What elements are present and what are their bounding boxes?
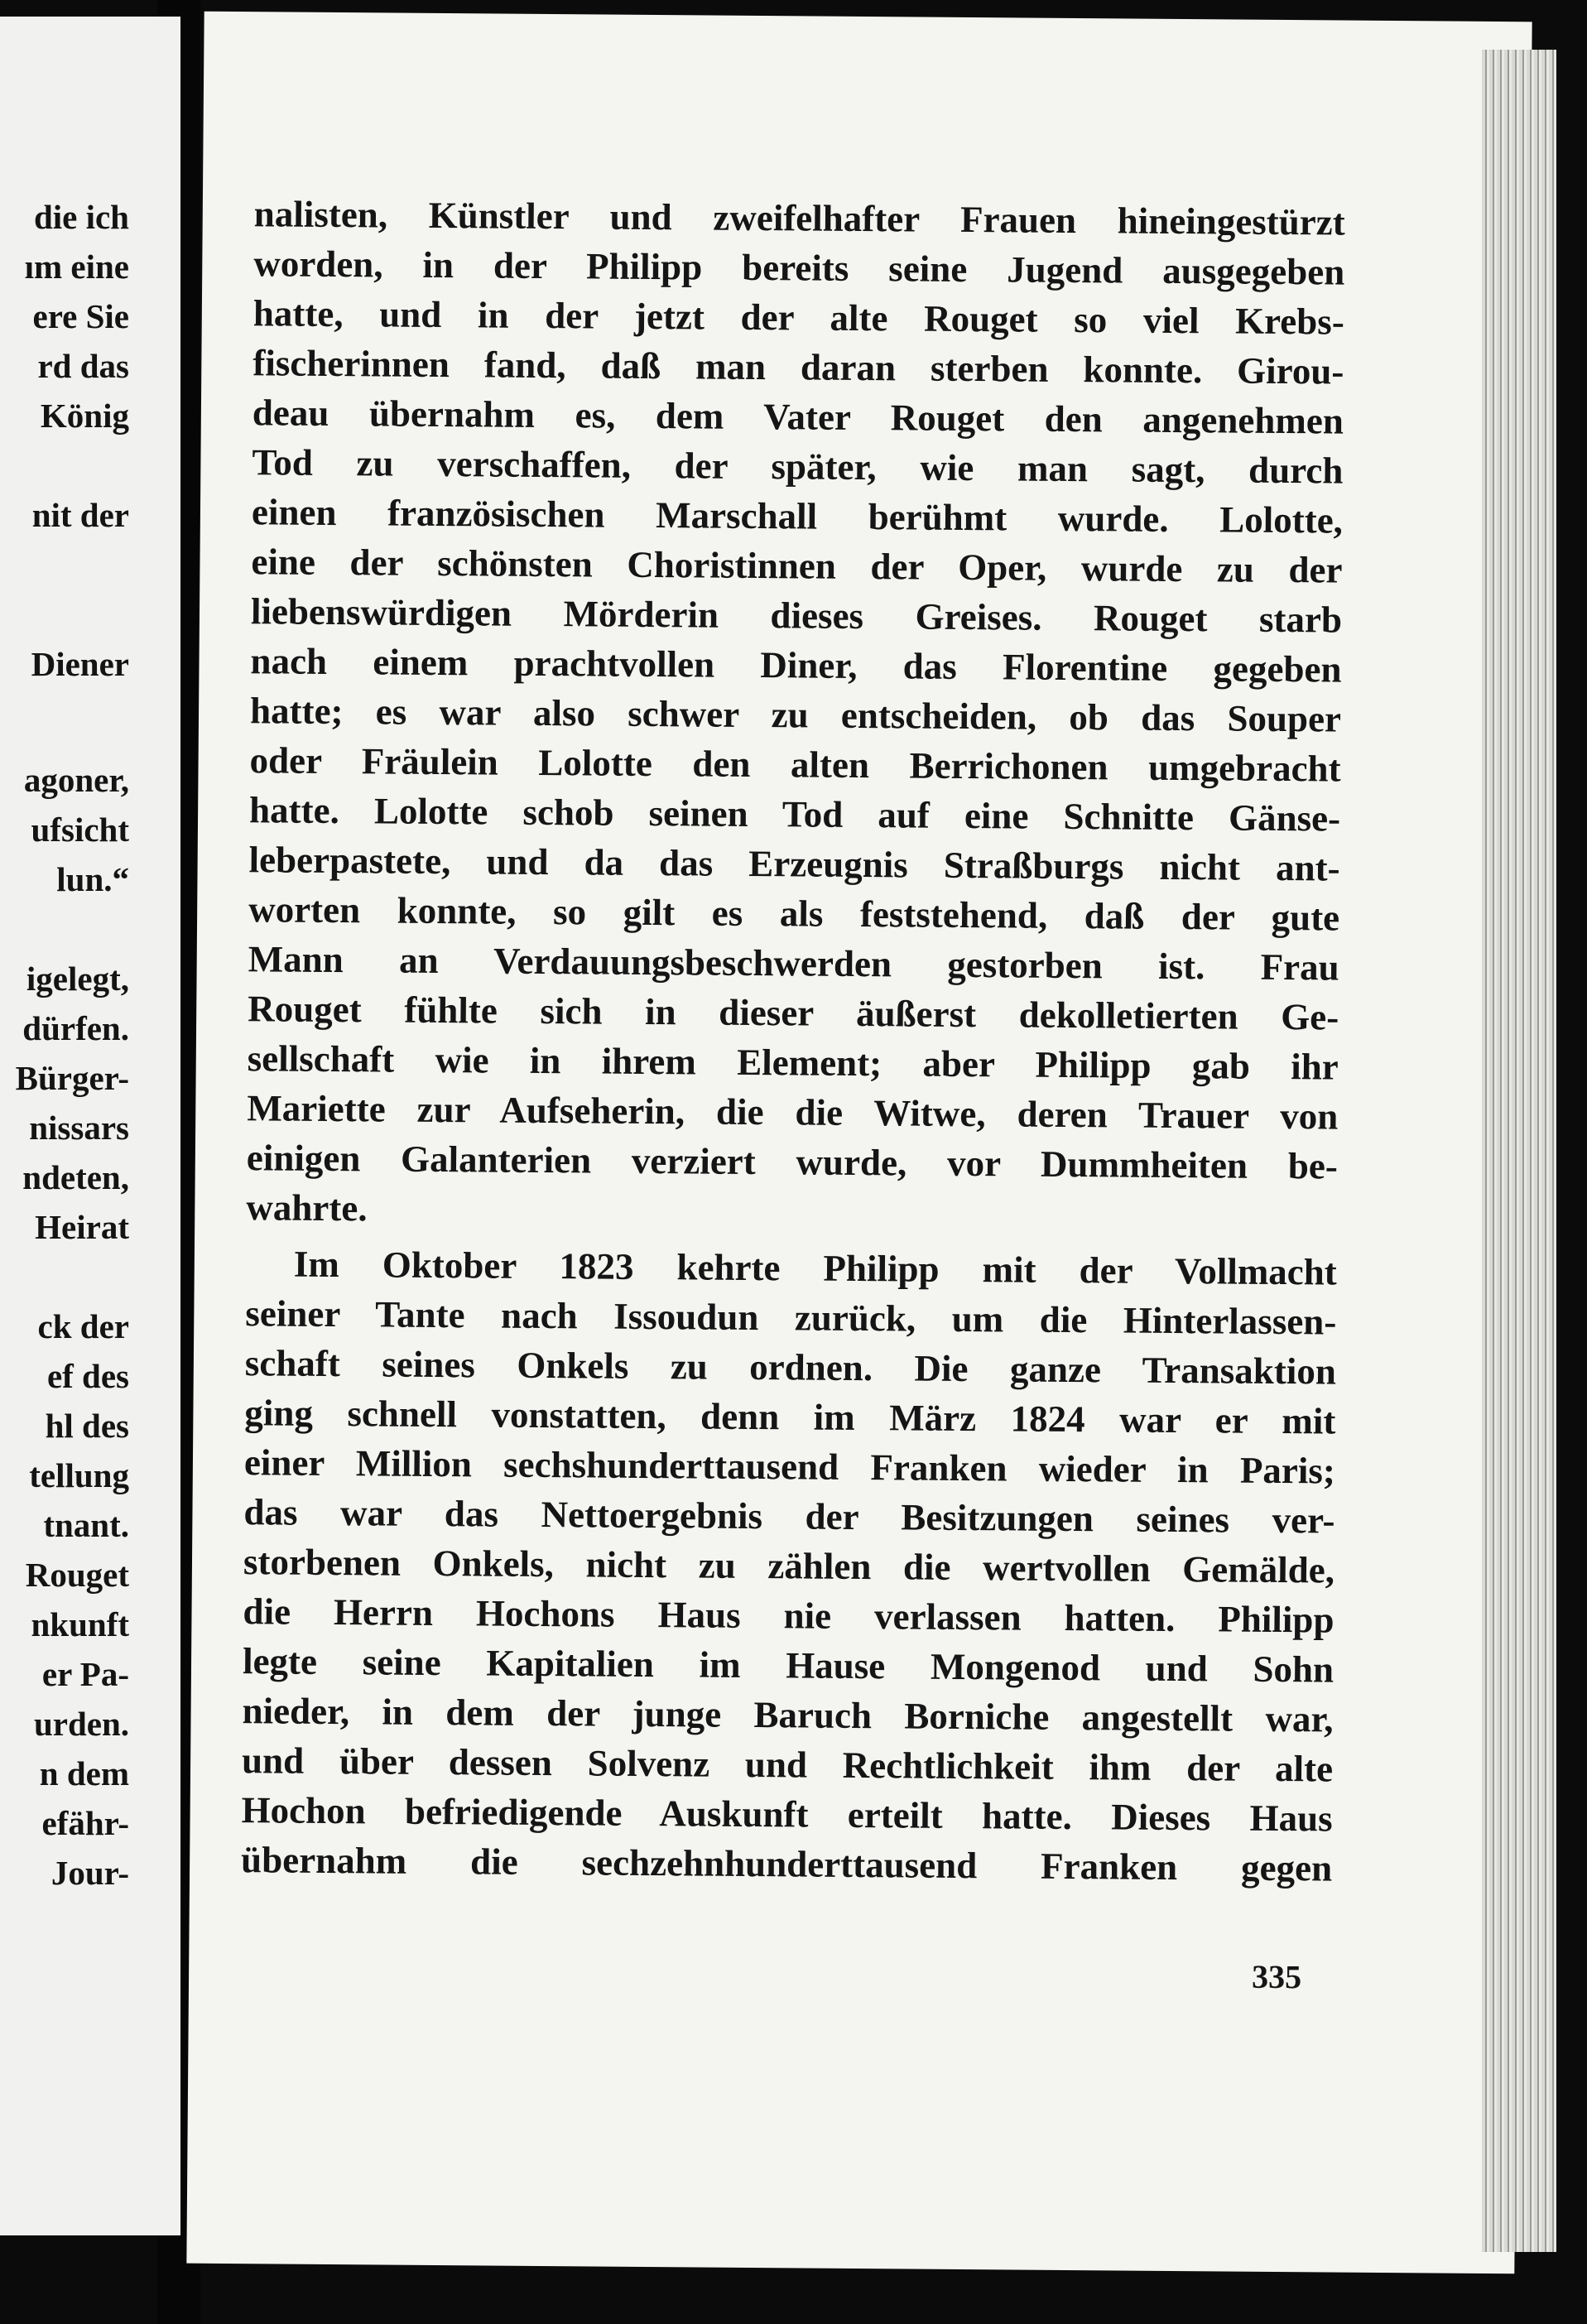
text-line: das war das Nettoergebnis der Besitzungen seines ver- [243,1491,1335,1542]
text-line: storbenen Onkels, nicht zu zählen die wertvollen Gemälde, [243,1541,1335,1591]
text-line: Hochon befriedigende Auskunft erteilt hatte. Dieses Haus [241,1789,1333,1840]
left-line: n dem [39,1754,129,1792]
text-line: einigen Galanterien verziert wurde, vor Dummheiten be- [246,1137,1338,1187]
text-line: Mariette zur Aufseherin, die die Witwe, deren Trauer von [247,1087,1339,1138]
text-line: Tod zu verschaffen, der später, wie man sagt, durch [252,441,1344,492]
left-line: Diener [31,645,129,683]
text-line: Rouget fühlte sich in dieser äußerst dekolletierten Ge- [248,988,1339,1038]
left-line: Bürger- [15,1059,129,1097]
right-page [186,12,1532,2274]
text-line: nieder, in dem der junge Baruch Borniche angestellt war, [242,1690,1334,1740]
text-line: hatte. Lolotte schob seinen Tod auf eine Schnitte Gänse- [248,789,1341,840]
left-line: lun.“ [56,860,129,898]
page-number: 335 [1251,1957,1302,1996]
text-line: nalisten, Künstler und zweifelhafter Frauen hineingestürzt [253,193,1345,243]
text-line: deau übernahm es, dem Vater Rouget den angenehmen [252,392,1344,442]
left-line: ım eine [24,248,129,286]
page-edges [1482,50,1556,2252]
left-line: ufsicht [31,811,129,849]
left-line: agoner, [23,761,129,799]
text-line: einer Million sechshunderttausend Franken wieder in Paris; [243,1441,1336,1492]
left-line: nit der [31,496,129,534]
left-line: rd das [37,347,129,385]
text-line: Mann an Verdauungsbeschwerden gestorben ist. Frau [248,938,1339,989]
left-line: er Pa- [41,1655,129,1693]
left-line: die ich [33,198,129,236]
text-line: Im Oktober 1823 kehrte Philipp mit der Vollmacht [293,1243,1337,1293]
left-line: nissars [29,1109,129,1147]
text-line: hatte; es war also schwer zu entscheiden, ob das Souper [249,690,1342,740]
left-line: ndeten, [22,1158,129,1196]
text-line: übernahm die sechzehnhunderttausend Franken gegen [240,1839,1333,1889]
body-text [240,192,1345,1889]
left-line: igelegt, [26,960,129,998]
text-line: einen französischen Marschall berühmt wurde. Lolotte, [251,491,1344,541]
text-line: hatte, und in der jetzt der alte Rouget so viel Krebs- [252,292,1345,343]
text-line: worden, in der Philipp bereits seine Jugend ausgegeben [253,243,1345,293]
text-line: leberpastete, und da das Erzeugnis Straßburgs nicht ant- [248,839,1340,889]
left-line: tnant. [43,1506,129,1544]
text-line: seiner Tante nach Issoudun zurück, um die Hinterlassen- [245,1292,1337,1343]
text-line: liebenswürdigen Mörderin dieses Greises. Rouget starb [250,590,1343,641]
text-line: worten konnte, so gilt es als feststehend, daß der gute [248,888,1340,939]
text-line: sellschaft wie in ihrem Element; aber Philipp gab ihr [247,1037,1339,1088]
text-line: legte seine Kapitalien im Hause Mongenod und Sohn [242,1640,1335,1691]
text-line: oder Fräulein Lolotte den alten Berrichonen umgebracht [249,739,1341,790]
left-line: ef des [46,1357,129,1395]
left-line: ere Sie [32,297,129,335]
left-line: Heirat [35,1208,129,1246]
left-line: dürfen. [22,1009,129,1047]
left-line: efähr- [41,1804,129,1842]
text-line: eine der schönsten Choristinnen der Oper, wurde zu der [251,541,1343,591]
left-line: hl des [45,1407,129,1445]
text-line: und über dessen Solvenz und Rechtlichkeit ihm der alte [241,1739,1334,1790]
left-line: König [40,397,129,435]
left-page [0,17,180,2235]
text-line: nach einem prachtvollen Diner, das Florentine gegeben [250,640,1342,690]
left-line: tellung [29,1456,129,1494]
left-line: Jour- [50,1854,129,1892]
text-line: fischerinnen fand, daß man daran sterben konnte. Girou- [252,342,1344,392]
text-line: die Herrn Hochons Haus nie verlassen hatten. Philipp [243,1590,1335,1641]
left-line: nkunft [31,1605,129,1643]
left-line: Rouget [25,1556,129,1594]
text-line: schaft seines Onkels zu ordnen. Die ganze Transaktion [244,1342,1337,1393]
text-line: wahrte. [246,1186,368,1229]
left-line: urden. [33,1705,129,1743]
left-line: ck der [37,1307,129,1345]
text-line: ging schnell vonstatten, denn im März 1824 war er mit [244,1392,1336,1442]
